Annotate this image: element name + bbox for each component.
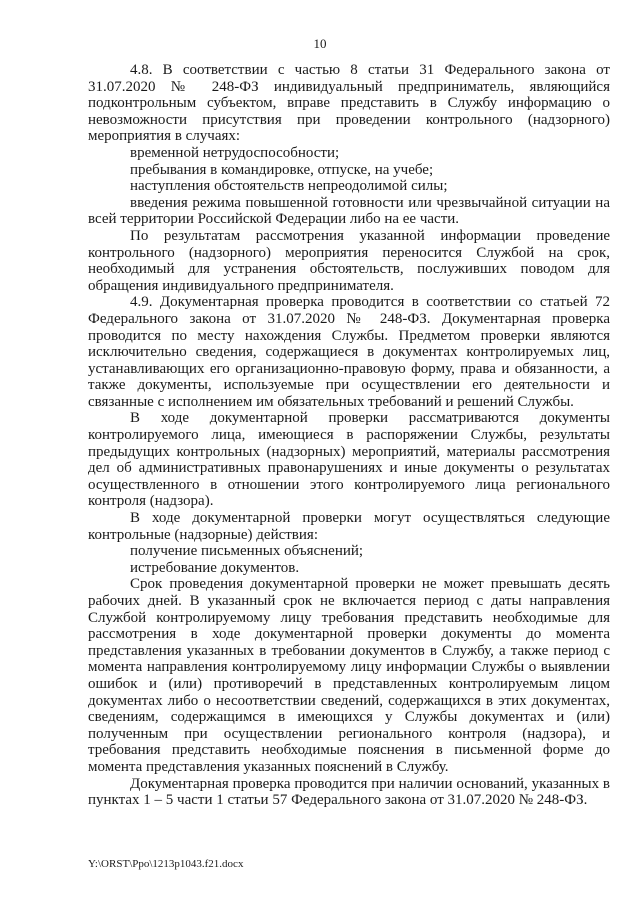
paragraph-4-8: 4.8. В соответствии с частью 8 статьи 31 Федерального закона от 31.07.2020 № 248-ФЗ индивидуальный предприниматель, являющийся подконтрольным субъектом, вправе представить в Службу информацию о невозможности присутствия при проведении контрольного (надзорного) мероприятия в случаях: (88, 62, 610, 145)
list-item-written-explanations: получение письменных объяснений; (130, 543, 364, 560)
paragraph-control-actions: В ходе документарной проверки могут осуществляться следующие контрольные (надзорные) действия: (88, 510, 610, 543)
list-item-document-request: истребование документов. (130, 559, 300, 576)
paragraph-4-9: 4.9. Документарная проверка проводится в соответствии со статьей 72 Федерального закона от 31.07.2020 № 248-ФЗ. Документарная проверка проводится по месту нахождения Службы. Предметом проверки являются исключительно сведения, содержащиеся в документах контролируемых лиц, устанавливающих его организационно-правовую форму, права и обязанности, а также документы, используемые при осуществлении его деятельности и связанные с исполнением им обязательных требований и решений Службы. (88, 294, 610, 410)
paragraph-postponement: По результатам рассмотрения указанной информации проведение контрольного (надзорного) мероприятия переносится Службой на срок, необходимый для устранения обстоятельств, послуживших поводом для обращения индивидуального предпринимателя. (88, 227, 610, 294)
list-item-disability: временной нетрудоспособности; (130, 144, 340, 161)
page-number: 10 (313, 36, 327, 51)
list-item-emergency: введения режима повышенной готовности или чрезвычайной ситуации на всей территории Российской Федерации либо на ее части. (88, 194, 610, 228)
list-item-force-majeure: наступления обстоятельств непреодолимой силы; (130, 178, 448, 195)
list-item-business-trip: пребывания в командировке, отпуске, на учебе; (130, 161, 434, 178)
paragraph-grounds: Документарная проверка проводится при наличии оснований, указанных в пунктах 1 – 5 части 1 статьи 57 Федерального закона от 31.07.2020 № 248-ФЗ. (88, 775, 610, 809)
paragraph-duration: Срок проведения документарной проверки не может превышать десять рабочих дней. В указанный срок не включается период с даты направления Службой контролируемому лицу требования представить необходимые для рассмотрения в ходе документарной проверки документы до момента представления указанных в требовании документов в Службу, а также период с момента направления контролируемому лицу информации Службы о выявлении ошибок и (или) противоречий в представленных контролируемым лицом документах либо о несоответствии сведений, содержащихся в этих документах, сведениям, содержащимся в имеющихся у Службы документах и (или) полученным при осуществлении регионального контроля (надзора), и требования представить необходимые пояснения в письменной форме до момента представления указанных пояснений в Службу. (88, 576, 610, 775)
file-path-footer: Y:\ORST\Ppo\1213p1043.f21.docx (88, 858, 244, 870)
document-body (88, 62, 610, 809)
paragraph-documents-reviewed: В ходе документарной проверки рассматриваются документы контролируемого лица, имеющиеся в распоряжении Службы, результаты предыдущих контрольных (надзорных) мероприятий, материалы рассмотрения дел об административных правонарушениях и иные документы о результатах осуществленного в отношении этого контролируемого лица регионального контроля (надзора). (88, 410, 610, 510)
